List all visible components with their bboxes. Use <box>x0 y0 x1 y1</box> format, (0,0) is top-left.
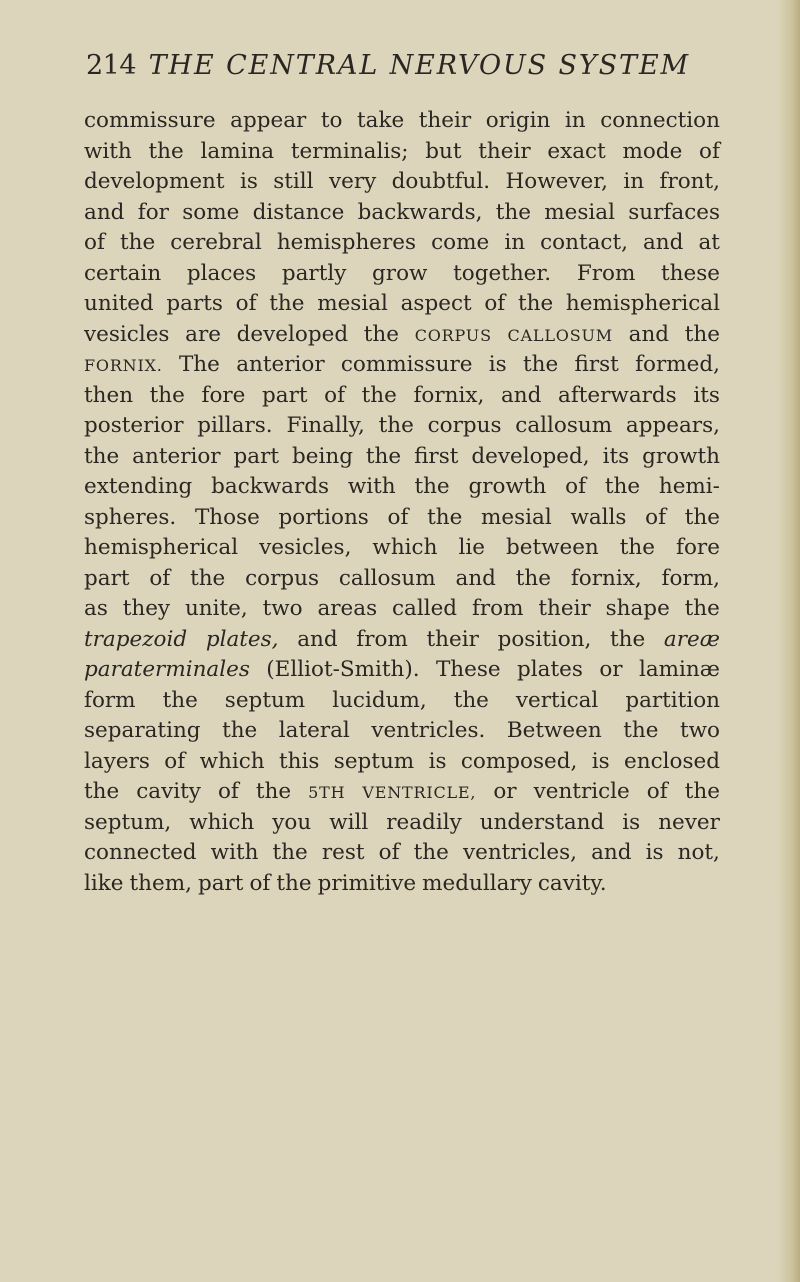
text-line: paraterminales (Elliot-Smith). These plates or laminæ <box>84 657 720 682</box>
text-line: extending backwards with the growth of the hemi- <box>84 474 720 499</box>
text-line: form the septum lucidum, the vertical partition <box>84 687 720 713</box>
text-line: posterior pillars. Finally, the corpus callosum appears, <box>84 413 720 438</box>
text-line: layers of which this septum is composed, is enclosed <box>84 748 720 774</box>
text-line: vesicles are developed the CORPUS CALLOSUM and the <box>84 321 720 347</box>
running-title: THE CENTRAL NERVOUS SYSTEM <box>148 50 691 81</box>
text-line: and for some distance backwards, the mesial surfaces <box>84 199 720 225</box>
text-line: like them, part of the primitive medullary cavity. <box>84 870 607 896</box>
text-line: septum, which you will readily understand is never <box>84 809 720 835</box>
text-line: then the fore part of the fornix, and afterwards its <box>84 382 720 408</box>
text-line: spheres. Those portions of the mesial walls of the <box>84 504 720 530</box>
text-line: commissure appear to take their origin in connection <box>84 108 720 133</box>
text-line: of the cerebral hemispheres come in contact, and at <box>84 230 720 255</box>
text-line: certain places partly grow together. From these <box>84 260 720 286</box>
body-text <box>84 106 720 899</box>
text-line: trapezoid plates, and from their position, the areæ <box>84 626 720 652</box>
text-line: hemispherical vesicles, which lie between the fore <box>84 535 720 560</box>
text-line: the anterior part being the first developed, its growth <box>84 443 720 469</box>
text-line: FORNIX. The anterior commissure is the first formed, <box>84 352 720 377</box>
text-line: with the lamina terminalis; but their exact mode of <box>84 138 720 164</box>
page-number: 214 <box>86 50 137 81</box>
text-line: as they unite, two areas called from their shape the <box>84 596 720 621</box>
text-line: the cavity of the 5TH VENTRICLE, or ventricle of the <box>84 779 720 804</box>
text-line: development is still very doubtful. However, in front, <box>84 169 720 194</box>
text-line: separating the lateral ventricles. Between the two <box>84 718 720 743</box>
page-header <box>86 46 726 86</box>
page-edge-shadow <box>778 0 800 1282</box>
text-line: united parts of the mesial aspect of the hemispherical <box>84 291 720 316</box>
text-line: part of the corpus callosum and the fornix, form, <box>84 565 720 591</box>
text-line: connected with the rest of the ventricles, and is not, <box>84 840 720 865</box>
